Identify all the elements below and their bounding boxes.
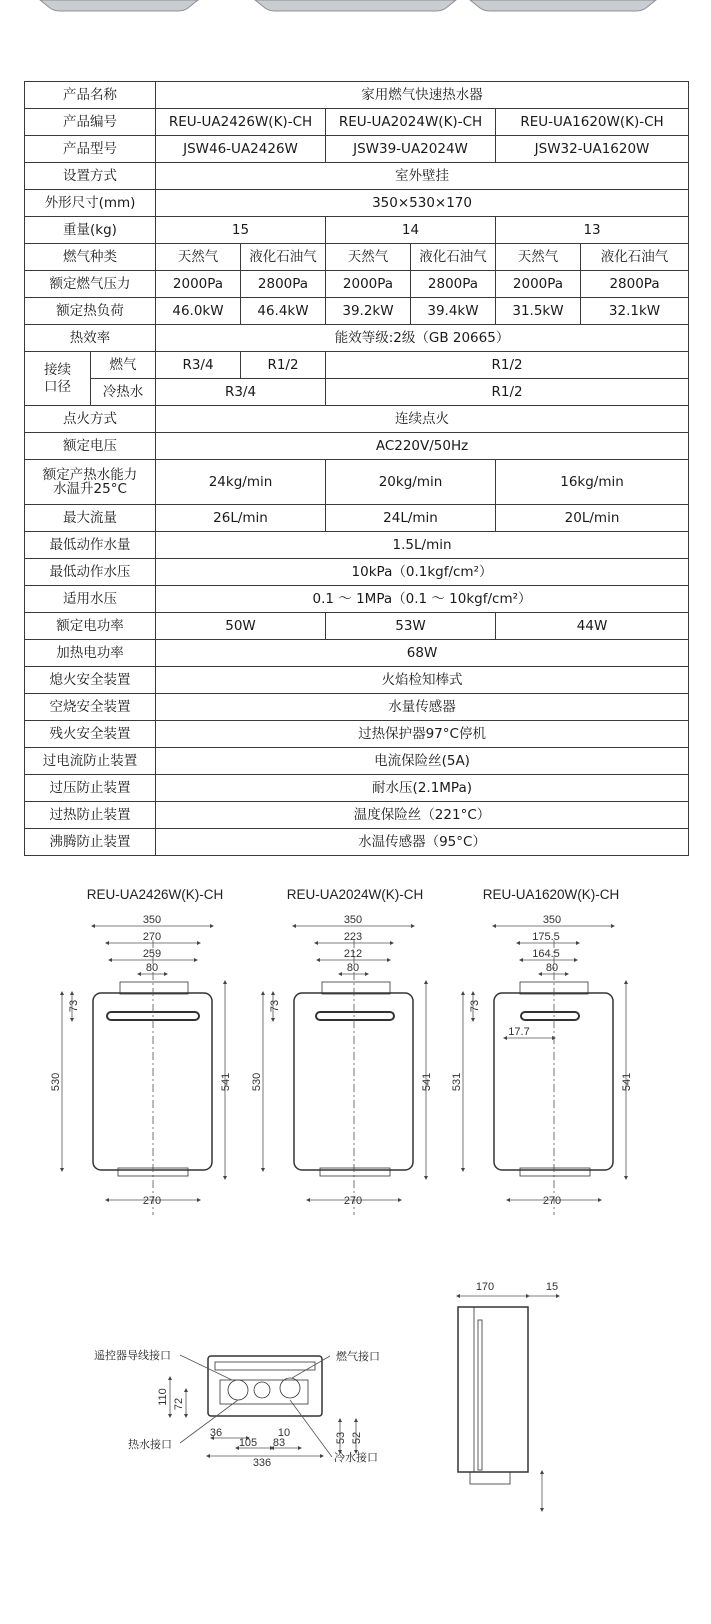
dim-label: 270: [343, 1195, 363, 1207]
value-overcurrent: 电流保险丝(5A): [156, 748, 689, 775]
row-product-code: [25, 109, 689, 136]
label-efficiency: 热效率: [25, 325, 156, 352]
row-overheat: [25, 802, 689, 829]
value-gas-pressure: 2000Pa: [156, 271, 241, 298]
value-inlet-water: R3/4: [156, 379, 326, 406]
front-view-drawings: [0, 870, 711, 1230]
label-flame-safety: 熄火安全装置: [25, 667, 156, 694]
dim-label: 270: [542, 1195, 562, 1207]
dim-label: 170: [475, 1281, 495, 1293]
label-dry-safety: 空烧安全装置: [25, 694, 156, 721]
label-name: 产品名称: [25, 82, 156, 109]
value-gas-pressure: 2800Pa: [581, 271, 689, 298]
value-ignition: 连续点火: [156, 406, 689, 433]
label-remote-port: 遥控器导线接口: [94, 1350, 171, 1362]
dim-label: 530: [50, 1072, 62, 1092]
value-overpressure: 耐水压(2.1MPa): [156, 775, 689, 802]
value-gas-type: 天然气: [496, 244, 581, 271]
drawing-title: REU-UA1620W(K)-CH: [482, 887, 620, 902]
dim-label: 350: [343, 914, 363, 926]
label-cold-port: 冷水接口: [334, 1452, 378, 1464]
label-min-pressure: 最低动作水压: [25, 559, 156, 586]
row-heat-load: [25, 298, 689, 325]
value-inlet-gas: R1/2: [241, 352, 326, 379]
dim-label: 541: [621, 1072, 633, 1092]
dim-label: 80: [145, 962, 159, 974]
row-min-pressure: [25, 559, 689, 586]
value-gas-pressure: 2800Pa: [241, 271, 326, 298]
dim-label: 336: [252, 1457, 272, 1469]
label-weight: 重量(kg): [25, 217, 156, 244]
dim-label: 80: [346, 962, 360, 974]
value-code: REU-UA2426W(K)-CH: [156, 109, 326, 136]
label-inlet-b: 口径: [44, 378, 71, 395]
label-capacity-b: 水温升25°C: [53, 481, 127, 497]
dim-label: 52: [351, 1431, 363, 1445]
row-inlet-water: [25, 379, 689, 406]
row-overcurrent: [25, 748, 689, 775]
value-name: 家用燃气快速热水器: [156, 82, 689, 109]
dim-label: 212: [343, 948, 363, 960]
value-max-flow: 24L/min: [326, 505, 496, 532]
value-heat-load: 39.2kW: [326, 298, 411, 325]
dim-label: 541: [421, 1072, 433, 1092]
label-ignition: 点火方式: [25, 406, 156, 433]
label-model: 产品型号: [25, 136, 156, 163]
label-gas-pressure: 额定燃气压力: [25, 271, 156, 298]
dim-label: 105: [238, 1437, 258, 1449]
dim-label: 259: [142, 948, 162, 960]
value-gas-pressure: 2000Pa: [326, 271, 411, 298]
value-efficiency: 能效等级:2级（GB 20665）: [156, 325, 689, 352]
value-gas-type: 液化石油气: [581, 244, 689, 271]
row-power: [25, 613, 689, 640]
dim-label: 531: [451, 1072, 463, 1092]
dim-label: 83: [272, 1437, 286, 1449]
value-gas-pressure: 2800Pa: [411, 271, 496, 298]
dim-label: 72: [173, 1397, 185, 1411]
label-gas-type: 燃气种类: [25, 244, 156, 271]
value-boil: 水温传感器（95°C）: [156, 829, 689, 856]
value-water-pressure: 0.1 ～ 1MPa（0.1 ～ 10kgf/cm²）: [156, 586, 689, 613]
value-power: 44W: [496, 613, 689, 640]
dim-label: 223: [343, 931, 363, 943]
drawing-front-3: [463, 926, 626, 1215]
drawing-front-2: [263, 926, 426, 1215]
value-capacity: 16kg/min: [496, 460, 689, 505]
row-inlet-gas: [25, 352, 689, 379]
value-power: 50W: [156, 613, 326, 640]
label-power: 额定电功率: [25, 613, 156, 640]
value-heat-power: 68W: [156, 640, 689, 667]
row-max-flow: [25, 505, 689, 532]
value-min-flow: 1.5L/min: [156, 532, 689, 559]
value-gas-type: 天然气: [156, 244, 241, 271]
value-inlet-gas: R3/4: [156, 352, 241, 379]
drawing-front-1: [62, 926, 225, 1215]
value-capacity: 20kg/min: [326, 460, 496, 505]
product-images-top: [0, 0, 711, 14]
value-heat-load: 32.1kW: [581, 298, 689, 325]
dim-label: 73: [269, 999, 281, 1013]
dim-label: 73: [68, 999, 80, 1013]
dim-label: 541: [220, 1072, 232, 1092]
value-install: 室外壁挂: [156, 163, 689, 190]
value-size: 350×530×170: [156, 190, 689, 217]
row-product-name: [25, 82, 689, 109]
value-code: REU-UA1620W(K)-CH: [496, 109, 689, 136]
dim-label: 110: [157, 1388, 169, 1406]
value-inlet-gas: R1/2: [326, 352, 689, 379]
dim-label: 164.5: [532, 948, 560, 960]
label-code: 产品编号: [25, 109, 156, 136]
row-boil: [25, 829, 689, 856]
row-weight: [25, 217, 689, 244]
value-gas-pressure: 2000Pa: [496, 271, 581, 298]
value-inlet-water: R1/2: [326, 379, 689, 406]
value-code: REU-UA2024W(K)-CH: [326, 109, 496, 136]
row-overpressure: [25, 775, 689, 802]
value-heat-load: 46.0kW: [156, 298, 241, 325]
dim-label: 350: [142, 914, 162, 926]
row-flame-safety: [25, 667, 689, 694]
label-hot-port: 热水接口: [128, 1439, 172, 1451]
dim-label: 10: [277, 1427, 291, 1439]
row-capacity: [25, 460, 689, 505]
label-inlet-a: 接续: [44, 361, 71, 378]
bottom-view: [170, 1355, 356, 1457]
label-voltage: 额定电压: [25, 433, 156, 460]
dim-label: 36: [209, 1427, 223, 1439]
label-inlet-gas: 燃气: [91, 352, 156, 379]
dim-label: 80: [545, 962, 559, 974]
value-voltage: AC220V/50Hz: [156, 433, 689, 460]
row-residual-safety: [25, 721, 689, 748]
dim-label: 175.5: [532, 931, 560, 943]
row-install: [25, 163, 689, 190]
value-residual-safety: 过热保护器97°C停机: [156, 721, 689, 748]
label-install: 设置方式: [25, 163, 156, 190]
row-voltage: [25, 433, 689, 460]
row-min-flow: [25, 532, 689, 559]
bottom-side-drawings: [0, 1270, 711, 1620]
value-min-pressure: 10kPa（0.1kgf/cm²）: [156, 559, 689, 586]
value-max-flow: 20L/min: [496, 505, 689, 532]
value-model: JSW32-UA1620W: [496, 136, 689, 163]
value-weight: 13: [496, 217, 689, 244]
label-inlet-water: 冷热水: [91, 379, 156, 406]
row-gas-type: [25, 244, 689, 271]
label-capacity-a: 额定产热水能力: [42, 467, 138, 483]
value-overheat: 温度保险丝（221°C）: [156, 802, 689, 829]
value-gas-type: 液化石油气: [241, 244, 326, 271]
value-gas-type: 天然气: [326, 244, 411, 271]
dim-label: 73: [469, 999, 481, 1013]
side-view: [458, 1296, 558, 1510]
value-power: 53W: [326, 613, 496, 640]
label-overpressure: 过压防止装置: [25, 775, 156, 802]
label-heat-load: 额定热负荷: [25, 298, 156, 325]
label-residual-safety: 残火安全装置: [25, 721, 156, 748]
label-gas-port: 燃气接口: [336, 1351, 380, 1363]
dim-label: 15: [545, 1281, 559, 1293]
value-heat-load: 39.4kW: [411, 298, 496, 325]
label-overheat: 过热防止装置: [25, 802, 156, 829]
value-heat-load: 46.4kW: [241, 298, 326, 325]
label-boil: 沸腾防止装置: [25, 829, 156, 856]
value-model: JSW46-UA2426W: [156, 136, 326, 163]
row-size: [25, 190, 689, 217]
dim-label: 530: [251, 1072, 263, 1092]
label-heat-power: 加热电功率: [25, 640, 156, 667]
dim-label: 270: [142, 931, 162, 943]
value-flame-safety: 火焰检知棒式: [156, 667, 689, 694]
drawing-title: REU-UA2024W(K)-CH: [286, 887, 424, 902]
value-dry-safety: 水量传感器: [156, 694, 689, 721]
spec-table: [24, 81, 689, 856]
label-max-flow: 最大流量: [25, 505, 156, 532]
row-product-model: [25, 136, 689, 163]
value-capacity: 24kg/min: [156, 460, 326, 505]
row-water-pressure: [25, 586, 689, 613]
dim-label: 270: [142, 1195, 162, 1207]
row-gas-pressure: [25, 271, 689, 298]
value-model: JSW39-UA2024W: [326, 136, 496, 163]
row-efficiency: [25, 325, 689, 352]
value-weight: 14: [326, 217, 496, 244]
dim-label: 53: [335, 1431, 347, 1445]
label-inlet: [25, 352, 91, 406]
value-heat-load: 31.5kW: [496, 298, 581, 325]
row-heat-power: [25, 640, 689, 667]
row-dry-safety: [25, 694, 689, 721]
label-water-pressure: 适用水压: [25, 586, 156, 613]
dim-label: 17.7: [508, 1026, 530, 1038]
dim-label: 350: [542, 914, 562, 926]
value-gas-type: 液化石油气: [411, 244, 496, 271]
label-size: 外形尺寸(mm): [25, 190, 156, 217]
label-min-flow: 最低动作水量: [25, 532, 156, 559]
label-overcurrent: 过电流防止装置: [25, 748, 156, 775]
value-weight: 15: [156, 217, 326, 244]
drawing-title: REU-UA2426W(K)-CH: [86, 887, 224, 902]
value-max-flow: 26L/min: [156, 505, 326, 532]
row-ignition: [25, 406, 689, 433]
label-capacity: [25, 460, 156, 505]
